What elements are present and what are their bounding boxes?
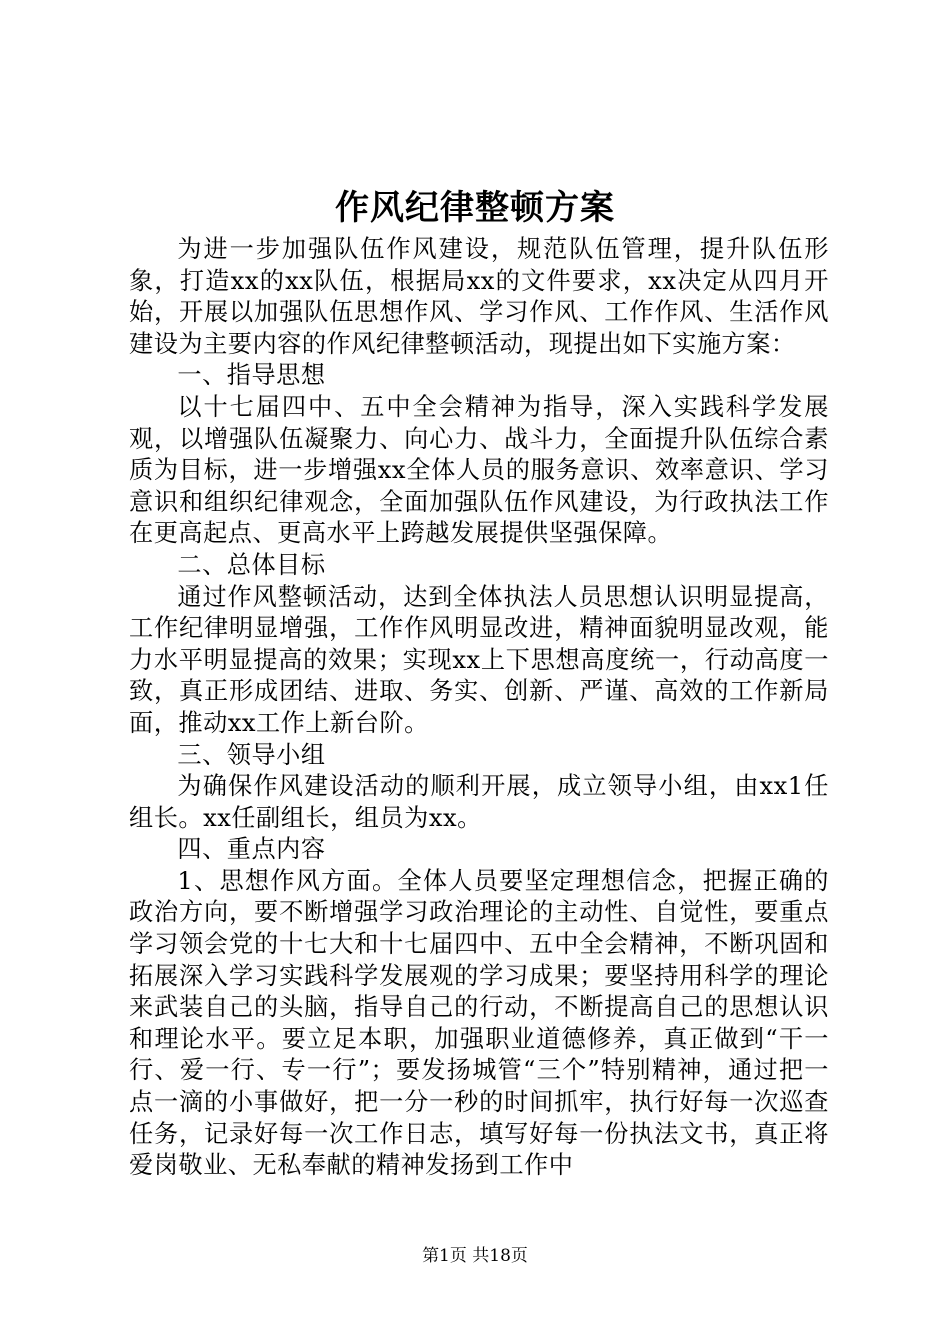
intro-paragraph: 为进一步加强队伍作风建设，规范队伍管理，提升队伍形象，打造xx的xx队伍，根据局xx的文件要求，xx决定从四月开始，开展以加强队伍思想作风、学习作风、工作作风、生活作风建设为主要内容的作风纪律整顿活动，现提出如下实施方案： xyxy=(129,235,829,358)
section-heading-leadership-group: 三、领导小组 xyxy=(177,740,326,769)
guiding-ideology-paragraph: 以十七届四中、五中全会精神为指导，深入实践科学发展观，以增强队伍凝聚力、向心力、战斗力，全面提升队伍综合素质为目标，进一步增强xx全体人员的服务意识、效率意识、学习意识和组织纪律观念，全面加强队伍作风建设，为行政执法工作在更高起点、更高水平上跨越发展提供坚强保障。 xyxy=(129,392,829,548)
section-heading-overall-goal: 二、总体目标 xyxy=(177,550,326,579)
page-number-footer: 第1页 共18页 xyxy=(422,1246,528,1266)
document-body xyxy=(129,234,829,1182)
section-heading-key-content: 四、重点内容 xyxy=(177,835,326,864)
key-content-paragraph: 1、思想作风方面。全体人员要坚定理想信念，把握正确的政治方向，要不断增强学习政治理论的主动性、自觉性，要重点学习领会党的十七大和十七届四中、五中全会精神，不断巩固和拓展深入学习实践科学发展观的学习成果；要坚持用科学的理论来武装自己的头脑，指导自己的行动，不断提高自己的思想认识和理论水平。要立足本职，加强职业道德修养，真正做到“干一行、爱一行、专一行”；要发扬城管“三个”特别精神，通过把一点一滴的小事做好，把一分一秒的时间抓牢，执行好每一次巡查任务，记录好每一次工作日志，填写好每一份执法文书，真正将爱岗敬业、无私奉献的精神发扬到工作中 xyxy=(129,866,829,1180)
overall-goal-paragraph: 通过作风整顿活动，达到全体执法人员思想认识明显提高，工作纪律明显增强，工作作风明显改进，精神面貌明显改观，能力水平明显提高的效果；实现xx上下思想高度统一，行动高度一致，真正形成团结、进取、务实、创新、严谨、高效的工作新局面，推动xx工作上新台阶。 xyxy=(129,582,829,737)
leadership-group-paragraph: 为确保作风建设活动的顺利开展，成立领导小组，由xx1任组长。xx任副组长，组员为xx。 xyxy=(129,772,829,832)
section-heading-guiding-ideology: 一、指导思想 xyxy=(177,361,326,390)
document-title: 作风纪律整顿方案 xyxy=(335,188,615,228)
